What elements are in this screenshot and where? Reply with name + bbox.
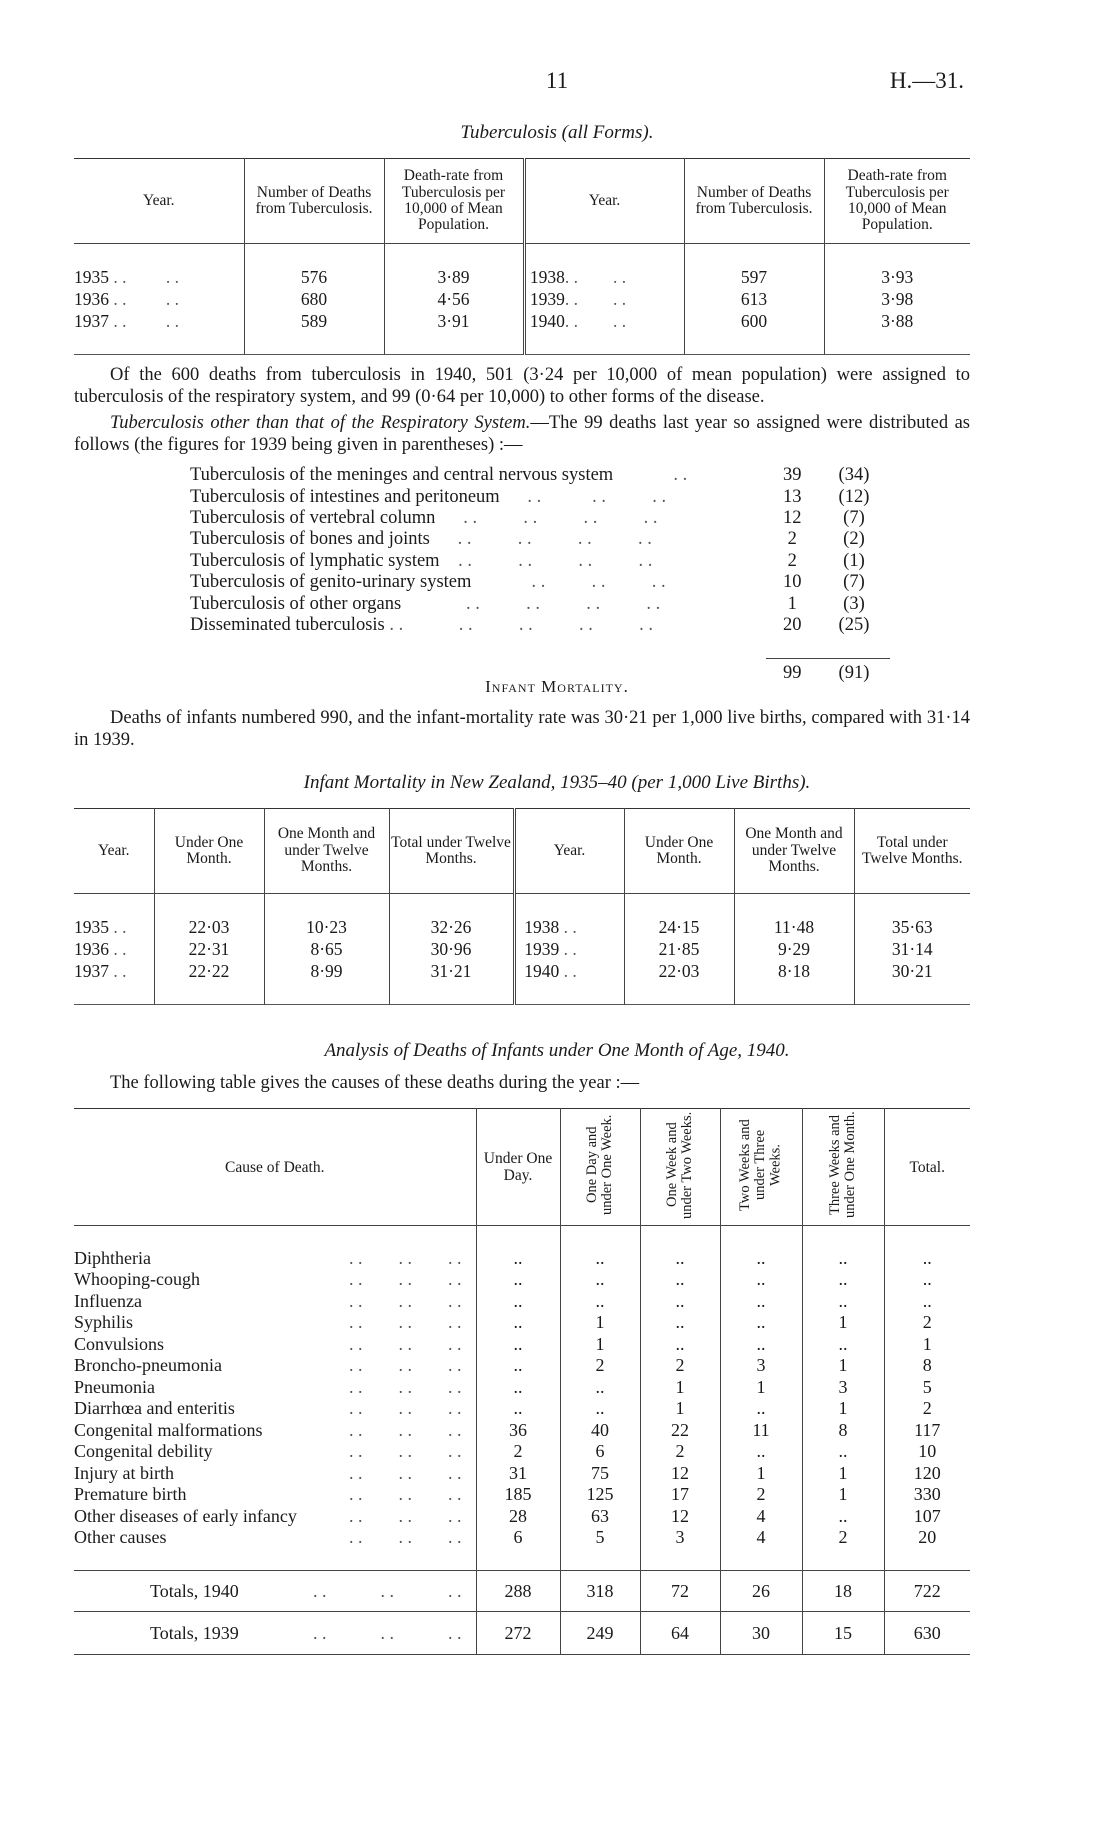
- value-cell: 5: [922, 1376, 932, 1397]
- year-cell: 1936: [74, 288, 109, 309]
- year-cell: 1938: [524, 916, 560, 937]
- infant-table-caption: Infant Mortality in New Zealand, 1935–40 (per 1,000 Live Births).: [303, 772, 811, 793]
- value-cell: ..: [802, 1441, 884, 1463]
- value-cell: 2: [922, 1398, 932, 1419]
- year-cell: 1936: [74, 938, 109, 959]
- value-cell: 22·03: [154, 916, 264, 938]
- value-cell: 2: [640, 1355, 720, 1377]
- value-cell: 185: [476, 1484, 560, 1506]
- year-cell: 1940: [529, 310, 565, 331]
- deaths-cell: 576: [244, 266, 384, 288]
- col-rate-2: Death-rate from Tuberculosis per 10,000 of Mean Population.: [824, 159, 970, 244]
- page-number: 11: [545, 68, 569, 93]
- paragraph-rest: —The 99 deaths last year so assigned were distributed as follows (the figures for 1939 being given in parentheses) :—: [74, 413, 970, 455]
- cause-cell: Pneumonia: [74, 1376, 155, 1397]
- value-cell: 36: [476, 1420, 560, 1442]
- cause-cell: Congenital malformations: [74, 1419, 263, 1440]
- value-1940: 39: [782, 465, 802, 486]
- value-cell: 630: [884, 1612, 970, 1655]
- infant-table-header: [74, 809, 970, 894]
- value-cell: 3: [640, 1527, 720, 1549]
- year-cell: 1940: [524, 960, 560, 981]
- col-under-month-2: Under One Month.: [624, 809, 734, 894]
- value-cell: 6: [560, 1441, 640, 1463]
- totals-row: Totals, 1940 . . . . . . 288 318 72 26 18 722: [74, 1571, 970, 1612]
- list-item: Tuberculosis of vertebral column . . . . . . . . 12 (7): [190, 508, 890, 529]
- value-cell: 2: [560, 1355, 640, 1377]
- col-deaths-2: Number of Deaths from Tuberculosis.: [684, 159, 824, 244]
- cause-cell: Other causes: [74, 1527, 167, 1548]
- cause-cell: Diarrhœa and enteritis: [74, 1398, 235, 1419]
- value-cell: 28: [476, 1506, 560, 1528]
- year-cell: 1935: [74, 916, 109, 937]
- year-cell: 1939: [529, 288, 565, 309]
- value-cell: 8·99: [264, 960, 389, 982]
- year-cell: 1937: [74, 310, 109, 331]
- paragraph-lead: Tuberculosis other than that of the Respiratory System.: [110, 413, 531, 433]
- value-cell: ..: [476, 1269, 560, 1291]
- value-cell: 1: [922, 1333, 932, 1354]
- col-cause: Cause of Death.: [74, 1109, 476, 1226]
- value-cell: ..: [922, 1269, 932, 1290]
- value-cell: 10: [918, 1441, 937, 1462]
- paragraph-tuberculosis-summary: Of the 600 deaths from tuberculosis in 1940, 501 (3·24 per 10,000 of mean population) were assigned to tuberculosis of the respiratory system, and 99 (0·64 per 10,000) to other forms of the disease. Tuberculosis other than that of the Respiratory System.—The 99 deaths last year so assigned were distributed as follows (the figures for 1939 being given in parentheses) :—: [74, 365, 970, 455]
- value-1940: 13: [782, 486, 802, 507]
- table-row: Broncho-pneumonia . . . . . . .. 2 2 3 1 8: [74, 1355, 970, 1377]
- value-cell: 20: [918, 1527, 937, 1548]
- value-cell: 11: [720, 1420, 802, 1442]
- col-month-twelve: One Month and under Twelve Months.: [264, 809, 389, 894]
- analysis-table-header: [74, 1109, 970, 1226]
- table-row: Other diseases of early infancy . . . . . . 28 63 12 4 .. 107: [74, 1506, 970, 1528]
- infant-mortality-table: [74, 808, 970, 1005]
- col-total-2: Total under Twelve Months.: [854, 809, 970, 894]
- value-cell: 288: [476, 1571, 560, 1612]
- value-cell: 22·22: [154, 960, 264, 982]
- total-1939: (91): [838, 663, 870, 684]
- value-1939: (2): [843, 529, 865, 550]
- value-cell: 22·03: [624, 960, 734, 982]
- rate-cell: 3·93: [881, 266, 914, 287]
- value-cell: 117: [914, 1419, 941, 1440]
- analysis-table: [74, 1108, 970, 1655]
- value-cell: 64: [640, 1612, 720, 1655]
- col-total: Total under Twelve Months.: [389, 809, 514, 894]
- value-cell: 1: [560, 1334, 640, 1356]
- deaths-cell: 600: [684, 310, 824, 332]
- totals-row: Totals, 1939 . . . . . . 272 249 64 30 15 630: [74, 1612, 970, 1655]
- value-cell: 330: [913, 1484, 941, 1505]
- year-cell: 1938: [529, 266, 565, 287]
- value-1940: 10: [782, 572, 802, 593]
- tuberculosis-table-caption: Tuberculosis (all Forms).: [460, 122, 654, 143]
- value-cell: 3: [720, 1355, 802, 1377]
- value-cell: ..: [560, 1269, 640, 1291]
- rate-cell: 3·89: [384, 266, 524, 288]
- value-cell: 2: [922, 1312, 932, 1333]
- list-item: Tuberculosis of lymphatic system . . . . . . . . 2 (1): [190, 551, 890, 572]
- value-cell: 8·18: [734, 960, 854, 982]
- value-cell: 8: [802, 1420, 884, 1442]
- value-cell: ..: [802, 1334, 884, 1356]
- rate-cell: 3·91: [384, 310, 524, 332]
- paragraph-infant-deaths: Deaths of infants numbered 990, and the infant-mortality rate was 30·21 per 1,000 live births, compared with 31·14 in 1939.: [74, 708, 970, 750]
- table-row: 1937 . . . . 589 3·91 1940. . . . 600 3·88: [74, 310, 970, 332]
- list-item: Tuberculosis of bones and joints . . . . . . . . 2 (2): [190, 529, 890, 550]
- value-cell: 5: [560, 1527, 640, 1549]
- table-row: Diarrhœa and enteritis . . . . . . .. .. 1 .. 1 2: [74, 1398, 970, 1420]
- value-1939: (34): [838, 465, 870, 486]
- value-cell: 35·63: [891, 916, 933, 937]
- deaths-cell: 597: [684, 266, 824, 288]
- cause-cell: Congenital debility: [74, 1441, 213, 1462]
- value-cell: 31·21: [389, 960, 514, 982]
- total-1940: 99: [782, 663, 802, 684]
- paragraph-other-forms: [74, 412, 970, 456]
- table-row: Other causes . . . . . . 6 5 3 4 2 20: [74, 1527, 970, 1549]
- value-cell: 72: [640, 1571, 720, 1612]
- value-cell: 722: [884, 1571, 970, 1612]
- value-cell: ..: [476, 1248, 560, 1270]
- table-row: 1936 . . 22·31 8·65 30·96 1939 . . 21·85 9·29 31·14: [74, 938, 970, 960]
- value-cell: ..: [720, 1269, 802, 1291]
- col-month-twelve-2: One Month and under Twelve Months.: [734, 809, 854, 894]
- analysis-intro: The following table gives the causes of these deaths during the year :—: [110, 1073, 640, 1093]
- cause-cell: Injury at birth: [74, 1462, 174, 1483]
- cause-cell: Other diseases of early infancy: [74, 1505, 297, 1526]
- value-cell: ..: [476, 1312, 560, 1334]
- deaths-cell: 589: [244, 310, 384, 332]
- cause-cell: Totals, 1939: [150, 1622, 239, 1643]
- table-row: Influenza . . . . . . .. .. .. .. .. ..: [74, 1291, 970, 1313]
- value-cell: 11·48: [734, 916, 854, 938]
- value-cell: ..: [802, 1248, 884, 1270]
- value-cell: ..: [720, 1312, 802, 1334]
- value-cell: 1: [640, 1398, 720, 1420]
- table-row: Congenital malformations . . . . . . 36 40 22 11 8 117: [74, 1420, 970, 1442]
- value-cell: 107: [913, 1505, 941, 1526]
- table-row: 1936 . . . . 680 4·56 1939. . . . 613 3·98: [74, 288, 970, 310]
- value-cell: 32·26: [389, 916, 514, 938]
- value-cell: 1: [802, 1484, 884, 1506]
- value-cell: 272: [476, 1612, 560, 1655]
- value-cell: 4: [720, 1527, 802, 1549]
- col-year-2: Year.: [524, 159, 684, 244]
- list-item: Tuberculosis of other organs . . . . . . . . 1 (3): [190, 593, 890, 614]
- value-1939: (12): [838, 486, 870, 507]
- value-cell: 31: [476, 1463, 560, 1485]
- value-cell: ..: [640, 1291, 720, 1313]
- value-cell: ..: [720, 1441, 802, 1463]
- value-cell: 30·96: [389, 938, 514, 960]
- cause-cell: Diphtheria: [74, 1247, 151, 1268]
- col-three-month: Three Weeks and under One Month.: [802, 1109, 884, 1226]
- value-cell: 125: [560, 1484, 640, 1506]
- value-cell: 21·85: [624, 938, 734, 960]
- value-cell: 31·14: [891, 938, 933, 959]
- value-cell: 3: [802, 1377, 884, 1399]
- value-cell: 30: [720, 1612, 802, 1655]
- value-cell: ..: [922, 1247, 932, 1268]
- value-1939: (7): [843, 572, 865, 593]
- value-1939: (25): [838, 614, 870, 635]
- rate-cell: 3·98: [881, 288, 914, 309]
- value-cell: ..: [802, 1506, 884, 1528]
- value-cell: ..: [720, 1248, 802, 1270]
- value-cell: 1: [720, 1377, 802, 1399]
- value-cell: 12: [640, 1463, 720, 1485]
- tuberculosis-forms-list: [190, 465, 890, 684]
- cause-cell: Syphilis: [74, 1312, 134, 1333]
- rate-cell: 3·88: [881, 310, 914, 331]
- value-cell: 22: [640, 1420, 720, 1442]
- analysis-caption: Analysis of Deaths of Infants under One Month of Age, 1940.: [324, 1040, 790, 1061]
- list-item: Tuberculosis of the meninges and central nervous system . . 39 (34): [190, 465, 890, 486]
- value-cell: 18: [802, 1571, 884, 1612]
- table-row: Whooping-cough . . . . . . .. .. .. .. .. ..: [74, 1269, 970, 1291]
- value-cell: 1: [802, 1312, 884, 1334]
- value-cell: ..: [640, 1248, 720, 1270]
- cause-cell: Influenza: [74, 1290, 142, 1311]
- col-year: Year.: [74, 809, 154, 894]
- value-cell: 30·21: [891, 960, 933, 981]
- value-cell: ..: [560, 1291, 640, 1313]
- value-1940: 20: [782, 614, 802, 635]
- table-row: Convulsions . . . . . . .. 1 .. .. .. 1: [74, 1334, 970, 1356]
- value-cell: ..: [476, 1334, 560, 1356]
- value-cell: ..: [640, 1334, 720, 1356]
- value-cell: ..: [476, 1377, 560, 1399]
- value-cell: 249: [560, 1612, 640, 1655]
- table-row: 1935 . . . . 576 3·89 1938. . . . 597 3·93: [74, 266, 970, 288]
- table-row: 1937 . . 22·22 8·99 31·21 1940 . . 22·03 8·18 30·21: [74, 960, 970, 982]
- table-row: Injury at birth . . . . . . 31 75 12 1 1 120: [74, 1463, 970, 1485]
- value-cell: 1: [560, 1312, 640, 1334]
- value-cell: 8·65: [264, 938, 389, 960]
- value-cell: 1: [802, 1355, 884, 1377]
- value-1939: (7): [843, 507, 865, 528]
- cause-cell: Totals, 1940: [150, 1580, 239, 1601]
- value-cell: 120: [913, 1462, 941, 1483]
- col-day-week: One Day and under One Week.: [560, 1109, 640, 1226]
- cause-cell: Convulsions: [74, 1333, 165, 1354]
- value-cell: ..: [476, 1355, 560, 1377]
- table-row: Pneumonia . . . . . . .. .. 1 1 3 5: [74, 1377, 970, 1399]
- year-cell: 1935: [74, 266, 109, 287]
- value-cell: ..: [922, 1290, 932, 1311]
- value-1940: 1: [787, 593, 797, 614]
- value-cell: ..: [560, 1398, 640, 1420]
- value-cell: 9·29: [734, 938, 854, 960]
- col-rate: Death-rate from Tuberculosis per 10,000 of Mean Population.: [384, 159, 524, 244]
- value-cell: ..: [560, 1248, 640, 1270]
- value-cell: 2: [802, 1527, 884, 1549]
- table-row: Syphilis . . . . . . .. 1 .. .. 1 2: [74, 1312, 970, 1334]
- list-item: Disseminated tuberculosis . . . . . . . . . . 20 (25): [190, 615, 890, 636]
- value-cell: 75: [560, 1463, 640, 1485]
- col-year: Year.: [74, 159, 244, 244]
- year-cell: 1937: [74, 960, 109, 981]
- value-cell: 17: [640, 1484, 720, 1506]
- table-row: Congenital debility . . . . . . 2 6 2 .. .. 10: [74, 1441, 970, 1463]
- value-cell: 26: [720, 1571, 802, 1612]
- value-cell: 8: [922, 1355, 932, 1376]
- col-year-2: Year.: [514, 809, 624, 894]
- col-under-month: Under One Month.: [154, 809, 264, 894]
- value-cell: 10·23: [264, 916, 389, 938]
- table-row: 1935 . . 22·03 10·23 32·26 1938 . . 24·15 11·48 35·63: [74, 916, 970, 938]
- value-cell: 40: [560, 1420, 640, 1442]
- year-cell: 1939: [524, 938, 560, 959]
- table-row: Diphtheria . . . . . . .. .. .. .. .. ..: [74, 1248, 970, 1270]
- value-cell: 1: [720, 1463, 802, 1485]
- value-1939: (1): [843, 550, 865, 571]
- value-cell: 6: [476, 1527, 560, 1549]
- value-cell: ..: [476, 1398, 560, 1420]
- list-item: Tuberculosis of intestines and peritoneum . . . . . . 13 (12): [190, 486, 890, 507]
- value-cell: 318: [560, 1571, 640, 1612]
- value-cell: 1: [802, 1398, 884, 1420]
- cause-cell: Broncho-pneumonia: [74, 1355, 222, 1376]
- rate-cell: 4·56: [384, 288, 524, 310]
- value-cell: 4: [720, 1506, 802, 1528]
- col-total: Total.: [884, 1109, 970, 1226]
- value-cell: ..: [560, 1377, 640, 1399]
- value-cell: 2: [640, 1441, 720, 1463]
- value-cell: ..: [802, 1269, 884, 1291]
- value-cell: ..: [802, 1291, 884, 1313]
- col-week-two: One Week and under Two Weeks.: [640, 1109, 720, 1226]
- value-cell: 1: [640, 1377, 720, 1399]
- col-deaths: Number of Deaths from Tuberculosis.: [244, 159, 384, 244]
- value-cell: 2: [720, 1484, 802, 1506]
- col-two-three: Two Weeks and under Three Weeks.: [720, 1109, 802, 1226]
- value-cell: ..: [640, 1269, 720, 1291]
- value-cell: 24·15: [624, 916, 734, 938]
- col-under-day: Under One Day.: [476, 1109, 560, 1226]
- deaths-cell: 680: [244, 288, 384, 310]
- value-cell: ..: [640, 1312, 720, 1334]
- value-cell: ..: [720, 1334, 802, 1356]
- value-1940: 2: [787, 550, 797, 571]
- cause-cell: Premature birth: [74, 1484, 187, 1505]
- value-cell: ..: [720, 1291, 802, 1313]
- value-cell: 1: [802, 1463, 884, 1485]
- value-1939: (3): [843, 593, 865, 614]
- tuberculosis-table: [74, 158, 970, 355]
- value-cell: 2: [476, 1441, 560, 1463]
- value-1940: 12: [782, 507, 802, 528]
- value-1940: 2: [787, 529, 797, 550]
- deaths-cell: 613: [684, 288, 824, 310]
- value-cell: 22·31: [154, 938, 264, 960]
- value-cell: ..: [720, 1398, 802, 1420]
- value-cell: 12: [640, 1506, 720, 1528]
- table-row: Premature birth . . . . . . 185 125 17 2 1 330: [74, 1484, 970, 1506]
- list-item: Tuberculosis of genito-urinary system . . . . . . 10 (7): [190, 572, 890, 593]
- infant-mortality-heading: Infant Mortality.: [485, 677, 629, 696]
- value-cell: 63: [560, 1506, 640, 1528]
- value-cell: ..: [476, 1291, 560, 1313]
- value-cell: 15: [802, 1612, 884, 1655]
- cause-cell: Whooping-cough: [74, 1269, 200, 1290]
- tuberculosis-table-header: [74, 159, 970, 244]
- document-reference: H.—31.: [889, 68, 964, 93]
